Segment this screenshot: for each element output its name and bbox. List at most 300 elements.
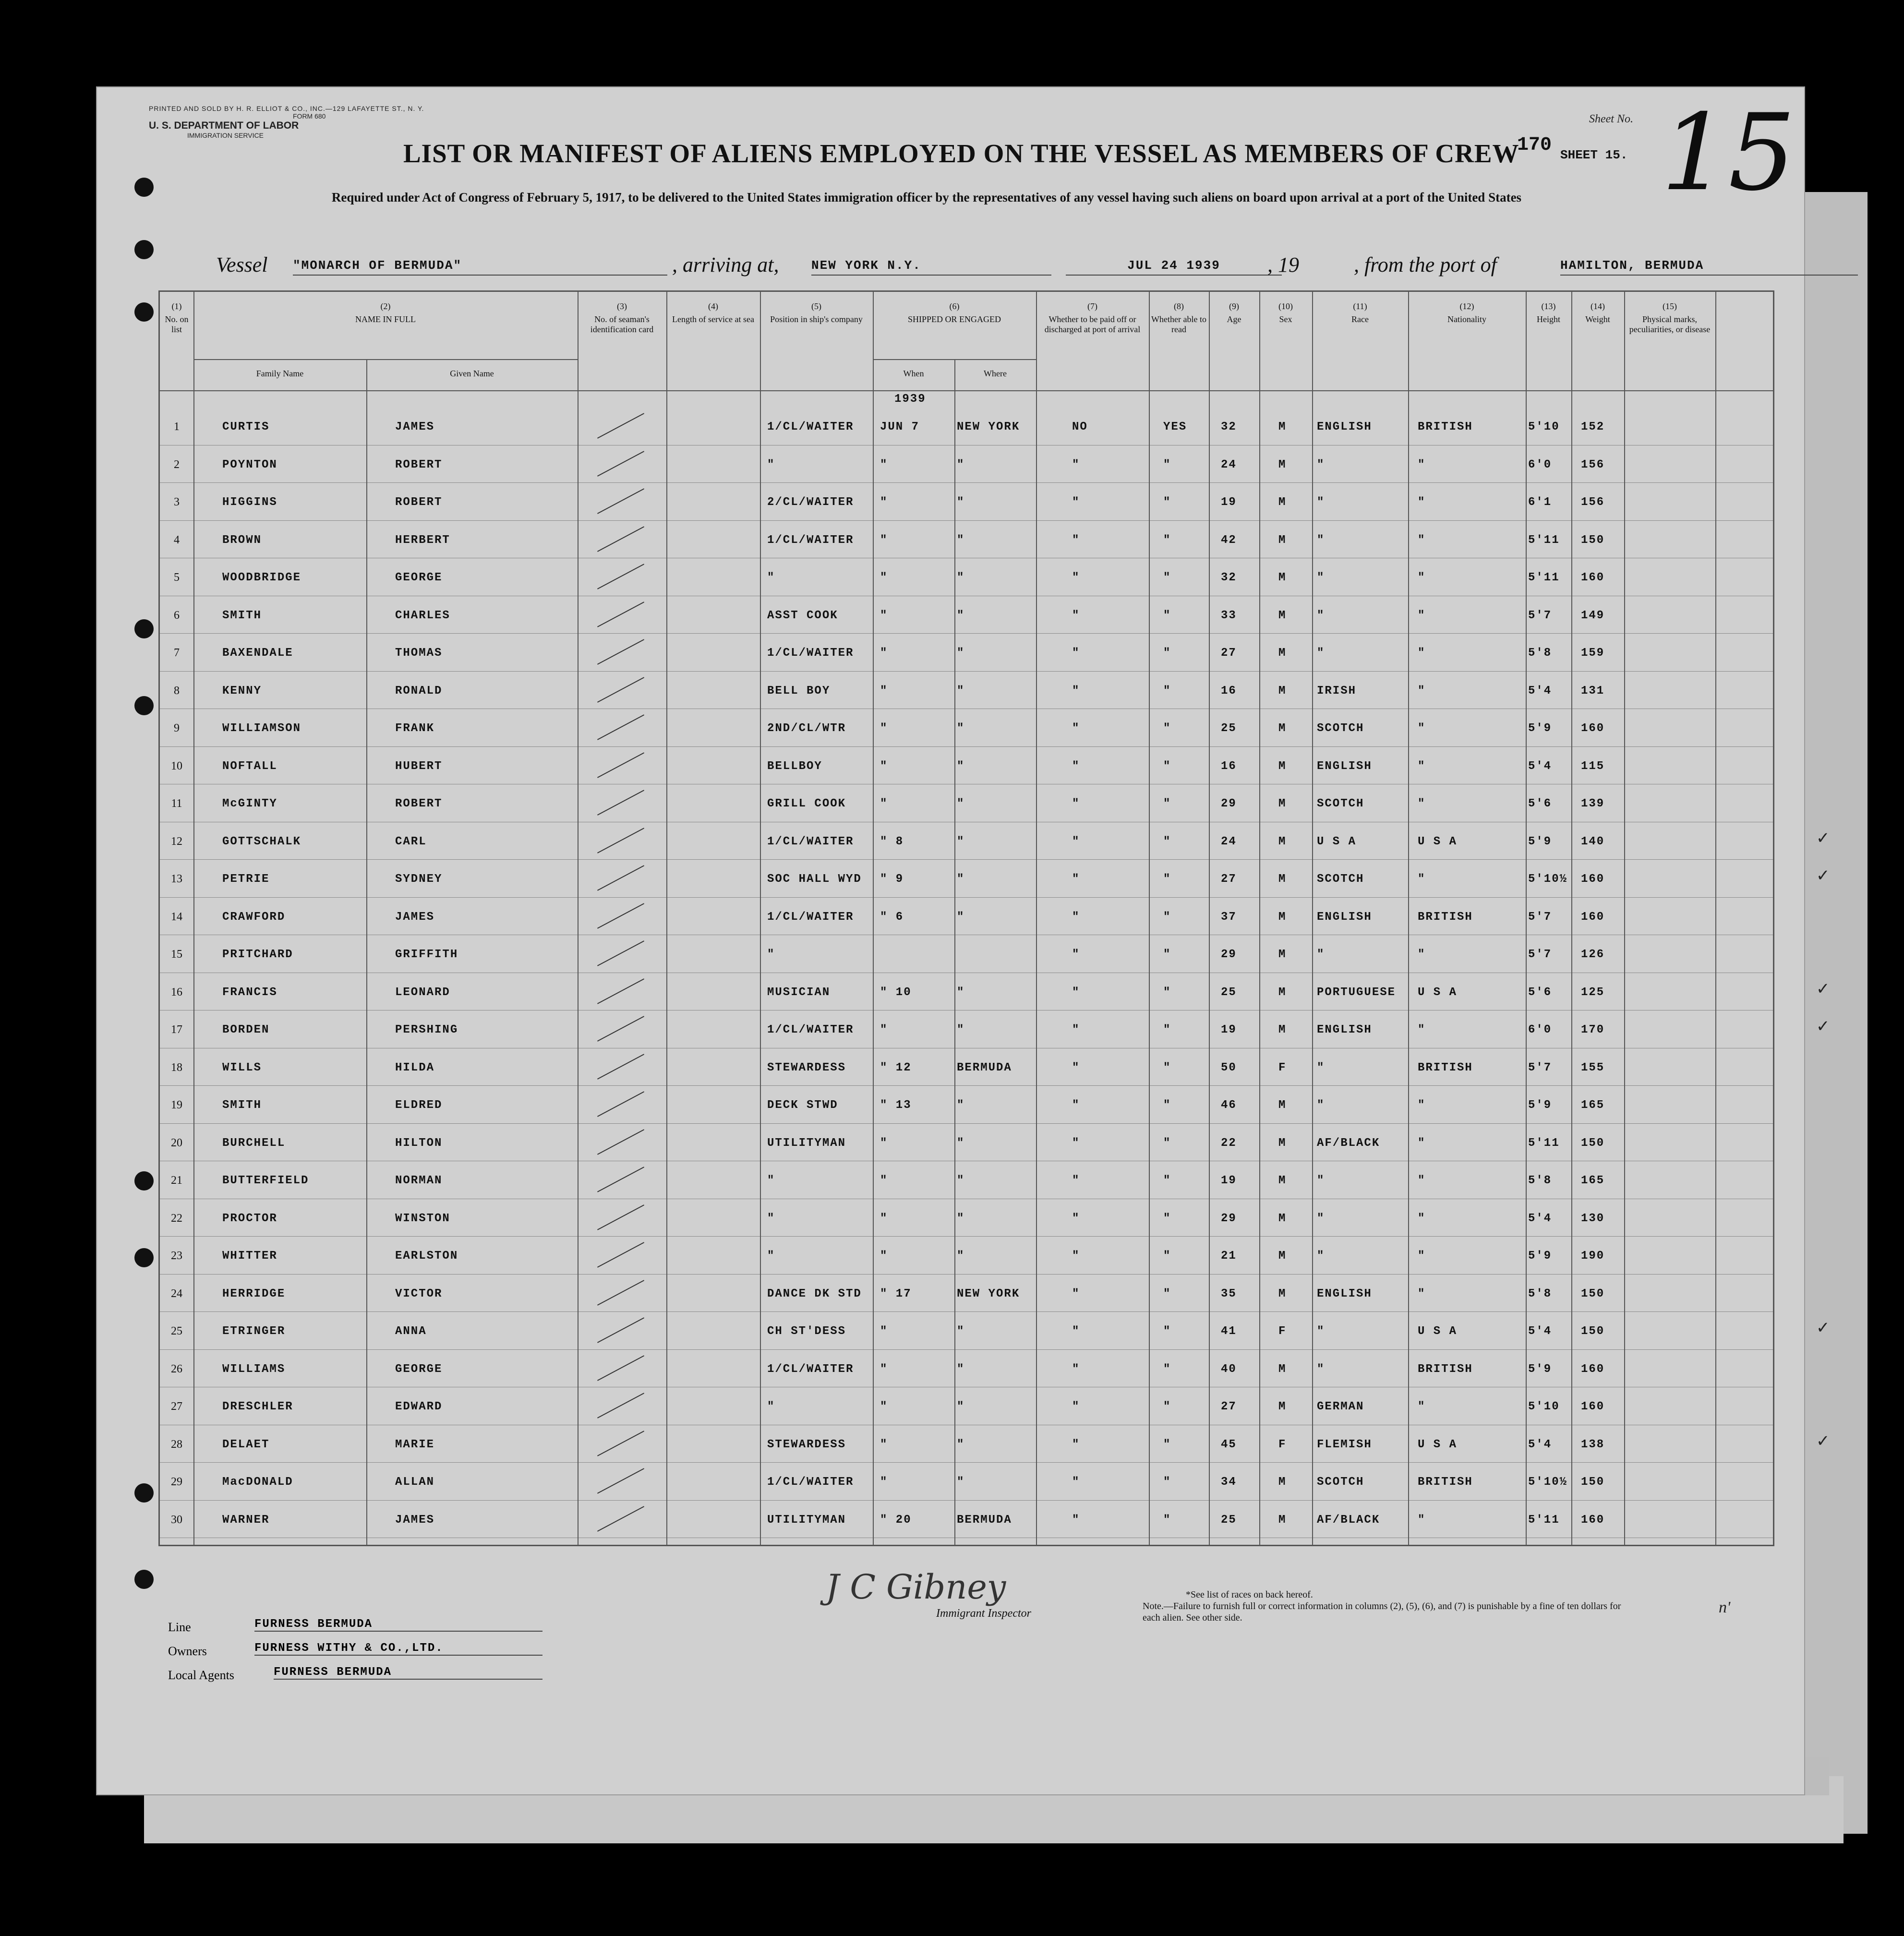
margin-mark: n' [1719, 1599, 1731, 1616]
punch-hole [134, 240, 154, 259]
cell-paid-off: " [1072, 684, 1080, 697]
check-mark-icon: ✓ [1816, 829, 1830, 847]
cell-shipped-when: " [880, 1325, 888, 1338]
cell-paid-off: " [1072, 1325, 1080, 1338]
cell-nationality: " [1418, 571, 1426, 584]
cell-height: 5'10 [1528, 1400, 1560, 1413]
cell-nationality: " [1418, 1174, 1426, 1187]
cell-shipped-where: " [957, 1476, 965, 1489]
cell-shipped-where: " [957, 1400, 965, 1413]
cell-shipped-where: " [957, 986, 965, 999]
cell-weight: 160 [1581, 1362, 1605, 1376]
cell-age: 29 [1221, 948, 1237, 961]
cell-position: UTILITYMAN [767, 1513, 846, 1527]
table-row [160, 784, 1773, 822]
cell-race: GERMAN [1317, 1400, 1364, 1413]
cell-able-to-read: " [1163, 986, 1171, 999]
cell-weight: 149 [1581, 609, 1605, 622]
cell-age: 27 [1221, 873, 1237, 886]
cell-weight: 156 [1581, 458, 1605, 471]
cell-nationality: BRITISH [1418, 1476, 1473, 1489]
cell-row-number: 11 [171, 797, 182, 810]
cell-paid-off: " [1072, 759, 1080, 773]
inspector-signature: J C Gibney [826, 1567, 1006, 1607]
cell-given-name: ROBERT [395, 496, 443, 509]
cell-shipped-when: " [880, 496, 888, 509]
cell-shipped-when: " [880, 458, 888, 471]
cell-age: 42 [1221, 533, 1237, 547]
document-title: LIST OR MANIFEST OF ALIENS EMPLOYED ON THE VESSEL AS MEMBERS OF CREW [403, 139, 1519, 168]
id-card-slash [597, 940, 644, 966]
cell-row-number: 1 [174, 421, 180, 433]
id-card-slash [597, 451, 644, 476]
cell-paid-off: " [1072, 986, 1080, 999]
cell-age: 50 [1221, 1061, 1237, 1074]
cell-race: SCOTCH [1317, 722, 1364, 735]
cell-able-to-read: " [1163, 1212, 1171, 1225]
cell-family-name: BUTTERFIELD [222, 1174, 309, 1187]
id-card-slash [597, 828, 644, 853]
cell-family-name: McGINTY [222, 797, 277, 810]
cell-family-name: ETRINGER [222, 1325, 286, 1338]
cell-able-to-read: " [1163, 759, 1171, 773]
cell-nationality: " [1418, 722, 1426, 735]
cell-height: 5'7 [1528, 609, 1552, 622]
table-row [160, 596, 1773, 634]
cell-able-to-read: YES [1163, 421, 1187, 433]
cell-position: BELL BOY [767, 684, 831, 697]
col-header-where: Where [984, 369, 1007, 378]
cell-paid-off: " [1072, 873, 1080, 886]
cell-shipped-where: " [957, 759, 965, 773]
cell-nationality: " [1418, 1400, 1426, 1413]
cell-row-number: 15 [171, 948, 182, 961]
cell-height: 5'9 [1528, 1099, 1552, 1112]
cell-age: 32 [1221, 571, 1237, 584]
cell-able-to-read: " [1163, 1325, 1171, 1338]
punch-hole [134, 178, 154, 197]
cell-race: " [1317, 1362, 1325, 1376]
cell-able-to-read: " [1163, 1400, 1171, 1413]
cell-row-number: 27 [171, 1400, 182, 1413]
cell-nationality: " [1418, 1250, 1426, 1263]
col-header-id-card: (3) No. of seaman's identification card [590, 301, 654, 334]
cell-paid-off: " [1072, 948, 1080, 961]
cell-race: " [1317, 533, 1325, 547]
cell-weight: 131 [1581, 684, 1605, 697]
cell-paid-off: " [1072, 797, 1080, 810]
col-header-nationality: (12) Nationality [1447, 301, 1486, 324]
cell-given-name: PERSHING [395, 1023, 458, 1036]
table-row [160, 822, 1830, 860]
cell-nationality: U S A [1418, 835, 1458, 848]
footnote [1143, 1589, 1623, 1623]
cell-shipped-where: " [957, 835, 965, 848]
cell-shipped-where: " [957, 873, 965, 886]
id-card-slash [597, 714, 644, 740]
cell-nationality: " [1418, 458, 1426, 471]
cell-race: ENGLISH [1317, 759, 1372, 773]
cell-sex: M [1278, 1099, 1287, 1112]
table-row [160, 1311, 1830, 1349]
cell-position: ASST COOK [767, 609, 838, 622]
owners-label: Owners [168, 1644, 207, 1658]
sheet-no-label: Sheet No. [1589, 113, 1633, 125]
cell-weight: 160 [1581, 1513, 1605, 1527]
cell-height: 5'4 [1528, 1212, 1552, 1225]
col-header-family: Family Name [256, 369, 304, 378]
cell-given-name: MARIE [395, 1438, 435, 1451]
cell-weight: 170 [1581, 1023, 1605, 1036]
cell-paid-off: " [1072, 1212, 1080, 1225]
line-label: Line [168, 1620, 191, 1634]
cell-nationality: BRITISH [1418, 1362, 1473, 1376]
table-row [160, 520, 1773, 558]
cell-position: " [767, 1400, 775, 1413]
cell-race: PORTUGUESE [1317, 986, 1396, 999]
table-row [160, 1462, 1773, 1500]
cell-given-name: CHARLES [395, 609, 450, 622]
cell-sex: M [1278, 609, 1287, 622]
cell-able-to-read: " [1163, 1061, 1171, 1074]
cell-race: AF/BLACK [1317, 1136, 1380, 1150]
cell-row-number: 7 [174, 647, 180, 659]
col-header-height: (13) Height [1537, 301, 1560, 324]
cell-position: " [767, 571, 775, 584]
table-row [160, 1048, 1773, 1086]
cell-able-to-read: " [1163, 496, 1171, 509]
id-card-slash [597, 1431, 644, 1456]
cell-given-name: EDWARD [395, 1400, 443, 1413]
cell-able-to-read: " [1163, 1513, 1171, 1527]
cell-paid-off: " [1072, 1023, 1080, 1036]
cell-shipped-when: " 12 [880, 1061, 912, 1074]
cell-family-name: PROCTOR [222, 1212, 277, 1225]
cell-shipped-when: " [880, 1400, 888, 1413]
punch-hole [134, 1483, 154, 1503]
cell-shipped-where: " [957, 1136, 965, 1150]
cell-able-to-read: " [1163, 571, 1171, 584]
cell-nationality: BRITISH [1418, 1061, 1473, 1074]
cell-able-to-read: " [1163, 647, 1171, 660]
cell-family-name: BORDEN [222, 1023, 270, 1036]
fine-note: Note.—Failure to furnish full or correct information in columns (2), (5), (6), and (7) is punishable by a fine of ten dollars for each alien. See other side. [1143, 1601, 1621, 1623]
cell-given-name: ROBERT [395, 458, 443, 471]
cell-sex: M [1278, 1212, 1287, 1225]
cell-nationality: U S A [1418, 986, 1458, 999]
cell-weight: 152 [1581, 421, 1605, 433]
cell-sex: M [1278, 759, 1287, 773]
cell-row-number: 29 [171, 1476, 182, 1488]
id-card-slash [597, 601, 644, 627]
arriving-label: , arriving at, [672, 253, 779, 277]
col-header-physical: (15) Physical marks, peculiarities, or disease [1629, 301, 1711, 334]
cell-age: 25 [1221, 722, 1237, 735]
cell-nationality: " [1418, 647, 1426, 660]
cell-sex: M [1278, 647, 1287, 660]
cell-shipped-when: " [880, 797, 888, 810]
id-card-slash [597, 1393, 644, 1418]
cell-shipped-where: " [957, 1438, 965, 1451]
check-mark-icon: ✓ [1816, 1319, 1830, 1337]
check-mark-icon: ✓ [1816, 1018, 1830, 1035]
cell-height: 5'9 [1528, 835, 1552, 848]
cell-position: 1/CL/WAITER [767, 835, 854, 848]
cell-position: BELLBOY [767, 759, 822, 773]
cell-family-name: SMITH [222, 609, 262, 622]
cell-age: 33 [1221, 609, 1237, 622]
cell-given-name: RONALD [395, 684, 443, 697]
id-card-slash [597, 790, 644, 815]
cell-able-to-read: " [1163, 873, 1171, 886]
cell-given-name: ROBERT [395, 797, 443, 810]
cell-sex: M [1278, 1250, 1287, 1263]
check-mark-icon: ✓ [1816, 1432, 1830, 1450]
cell-shipped-when: " [880, 1476, 888, 1489]
col-header-position: (5) Position in ship's company [770, 301, 863, 324]
cell-paid-off: " [1072, 835, 1080, 848]
cell-position: UTILITYMAN [767, 1136, 846, 1150]
cell-race: " [1317, 1099, 1325, 1112]
cell-weight: 160 [1581, 571, 1605, 584]
col-header-race: (11) Race [1351, 301, 1369, 324]
cell-height: 5'8 [1528, 1287, 1552, 1300]
cell-age: 16 [1221, 759, 1237, 773]
cell-weight: 159 [1581, 647, 1605, 660]
cell-position: 2ND/CL/WTR [767, 722, 846, 735]
cell-given-name: JAMES [395, 1513, 435, 1527]
cell-given-name: VICTOR [395, 1287, 443, 1300]
races-note: *See list of races on back hereof. [1186, 1589, 1313, 1600]
cell-race: " [1317, 571, 1325, 584]
cell-weight: 130 [1581, 1212, 1605, 1225]
cell-shipped-where: " [957, 496, 965, 509]
cell-position: 1/CL/WAITER [767, 647, 854, 660]
id-card-slash [597, 1468, 644, 1493]
cell-paid-off: " [1072, 496, 1080, 509]
cell-height: 5'4 [1528, 759, 1552, 773]
cell-family-name: WOODBRIDGE [222, 571, 301, 584]
cell-paid-off: " [1072, 647, 1080, 660]
cell-given-name: THOMAS [395, 647, 443, 660]
cell-height: 5'6 [1528, 986, 1552, 999]
cell-able-to-read: " [1163, 458, 1171, 471]
cell-sex: M [1278, 1362, 1287, 1376]
cell-able-to-read: " [1163, 948, 1171, 961]
cell-age: 40 [1221, 1362, 1237, 1376]
cell-family-name: WHITTER [222, 1250, 277, 1263]
cell-sex: M [1278, 910, 1287, 924]
cell-height: 5'8 [1528, 647, 1552, 660]
cell-position: CH ST'DESS [767, 1325, 846, 1338]
cell-family-name: WILLIAMSON [222, 722, 301, 735]
cell-age: 41 [1221, 1325, 1237, 1338]
id-card-slash [597, 1054, 644, 1079]
cell-family-name: SMITH [222, 1099, 262, 1112]
cell-able-to-read: " [1163, 1287, 1171, 1300]
cell-shipped-when: " [880, 571, 888, 584]
table-row [160, 445, 1773, 483]
cell-shipped-when: " [880, 647, 888, 660]
cell-shipped-when: " [880, 684, 888, 697]
cell-able-to-read: " [1163, 1174, 1171, 1187]
id-card-slash [597, 564, 644, 589]
cell-family-name: HERRIDGE [222, 1287, 286, 1300]
cell-height: 5'9 [1528, 1362, 1552, 1376]
cell-shipped-where: " [957, 1325, 965, 1338]
table-row [160, 1236, 1773, 1274]
cell-row-number: 13 [171, 873, 182, 885]
cell-paid-off: " [1072, 458, 1080, 471]
department-name: U. S. DEPARTMENT OF LABOR [149, 120, 299, 131]
cell-nationality: BRITISH [1418, 421, 1473, 433]
cell-weight: 160 [1581, 910, 1605, 924]
table-row [160, 1387, 1773, 1425]
cell-age: 25 [1221, 986, 1237, 999]
cell-shipped-where: BERMUDA [957, 1061, 1012, 1074]
cell-shipped-when: " 8 [880, 835, 904, 848]
cell-position: " [767, 458, 775, 471]
id-card-slash [597, 639, 644, 664]
id-card-slash [597, 1355, 644, 1381]
vessel-label: Vessel [216, 253, 268, 277]
col-header-no: (1) No. on list [165, 301, 189, 334]
cell-race: SCOTCH [1317, 1476, 1364, 1489]
cell-row-number: 28 [171, 1438, 182, 1451]
cell-position: " [767, 1212, 775, 1225]
cell-weight: 126 [1581, 948, 1605, 961]
cell-paid-off: NO [1072, 421, 1088, 433]
cell-weight: 165 [1581, 1099, 1605, 1112]
cell-row-number: 12 [171, 835, 182, 848]
cell-sex: M [1278, 1476, 1287, 1489]
cell-row-number: 4 [174, 533, 180, 546]
cell-able-to-read: " [1163, 1438, 1171, 1451]
cell-age: 34 [1221, 1476, 1237, 1489]
cell-race: IRISH [1317, 684, 1357, 697]
cell-race: " [1317, 1325, 1325, 1338]
cell-given-name: GEORGE [395, 1362, 443, 1376]
cell-sex: M [1278, 1287, 1287, 1300]
cell-able-to-read: " [1163, 722, 1171, 735]
cell-paid-off: " [1072, 910, 1080, 924]
cell-shipped-when: " [880, 722, 888, 735]
cell-race: " [1317, 609, 1325, 622]
cell-shipped-when: " [880, 759, 888, 773]
cell-family-name: MacDONALD [222, 1476, 293, 1489]
cell-sex: M [1278, 948, 1287, 961]
header-bottom-rule [160, 390, 1773, 391]
cell-weight: 150 [1581, 1287, 1605, 1300]
cell-age: 32 [1221, 421, 1237, 433]
cell-given-name: SYDNEY [395, 873, 443, 886]
cell-nationality: " [1418, 1513, 1426, 1527]
cell-sex: M [1278, 684, 1287, 697]
cell-position: 1/CL/WAITER [767, 1023, 854, 1036]
cell-height: 6'0 [1528, 458, 1552, 471]
cell-shipped-when: " 20 [880, 1513, 912, 1527]
cell-weight: 156 [1581, 496, 1605, 509]
cell-position: DANCE DK STD [767, 1287, 862, 1300]
cell-position: MUSICIAN [767, 986, 831, 999]
cell-sex: M [1278, 1513, 1287, 1527]
table-row [160, 746, 1773, 784]
cell-paid-off: " [1072, 533, 1080, 547]
cell-row-number: 2 [174, 458, 180, 471]
cell-paid-off: " [1072, 722, 1080, 735]
from-port: HAMILTON, BERMUDA [1560, 258, 1858, 276]
cell-given-name: HERBERT [395, 533, 450, 547]
cell-race: " [1317, 948, 1325, 961]
cell-nationality: " [1418, 684, 1426, 697]
cell-shipped-when: " 6 [880, 910, 904, 924]
punch-hole [134, 1171, 154, 1190]
cell-position: 1/CL/WAITER [767, 421, 854, 433]
cell-nationality: " [1418, 533, 1426, 547]
cell-age: 27 [1221, 647, 1237, 660]
punch-hole [134, 619, 154, 638]
cell-family-name: DELAET [222, 1438, 270, 1451]
cell-height: 5'7 [1528, 910, 1552, 924]
col-header-weight: (14) Weight [1585, 301, 1610, 324]
cell-shipped-where: " [957, 1362, 965, 1376]
cell-height: 5'4 [1528, 1438, 1552, 1451]
agents-label: Local Agents [168, 1668, 234, 1682]
cell-position: " [767, 948, 775, 961]
cell-shipped-where: " [957, 1099, 965, 1112]
cell-position: 2/CL/WAITER [767, 496, 854, 509]
cell-weight: 150 [1581, 1476, 1605, 1489]
vessel-line [216, 253, 1704, 281]
cell-sex: M [1278, 1400, 1287, 1413]
cell-shipped-when: " [880, 1174, 888, 1187]
cell-row-number: 30 [171, 1513, 182, 1526]
cell-race: FLEMISH [1317, 1438, 1372, 1451]
col-header-read: (8) Whether able to read [1151, 301, 1206, 334]
cell-paid-off: " [1072, 1250, 1080, 1263]
table-row [160, 935, 1773, 973]
service-name: IMMIGRATION SERVICE [187, 132, 264, 139]
cell-row-number: 6 [174, 609, 180, 622]
cell-height: 5'4 [1528, 1325, 1552, 1338]
punch-hole [134, 302, 154, 322]
cell-shipped-when: " [880, 1023, 888, 1036]
table-row [160, 1199, 1773, 1237]
cell-weight: 150 [1581, 1325, 1605, 1338]
cell-shipped-when: " [880, 1250, 888, 1263]
cell-family-name: POYNTON [222, 458, 277, 471]
table-row [160, 709, 1773, 746]
cell-sex: M [1278, 835, 1287, 848]
cell-paid-off: " [1072, 1400, 1080, 1413]
table-row [160, 1274, 1773, 1312]
cell-shipped-where: " [957, 458, 965, 471]
cell-height: 5'4 [1528, 684, 1552, 697]
list-number: 170 [1517, 134, 1552, 156]
cell-height: 5'6 [1528, 797, 1552, 810]
cell-given-name: HILTON [395, 1136, 443, 1150]
col-header-given: Given Name [450, 369, 494, 378]
cell-given-name: LEONARD [395, 986, 450, 999]
cell-height: 5'9 [1528, 1250, 1552, 1263]
arriving-port: NEW YORK N.Y. [811, 258, 1051, 276]
col-header-shipped: (6) SHIPPED OR ENGAGED [907, 301, 1001, 324]
col-header-paid-off: (7) Whether to be paid off or discharged at port of arrival [1044, 301, 1141, 334]
cell-shipped-when: " [880, 1136, 888, 1150]
cell-age: 25 [1221, 1513, 1237, 1527]
cell-sex: M [1278, 533, 1287, 547]
id-card-slash [597, 1091, 644, 1117]
